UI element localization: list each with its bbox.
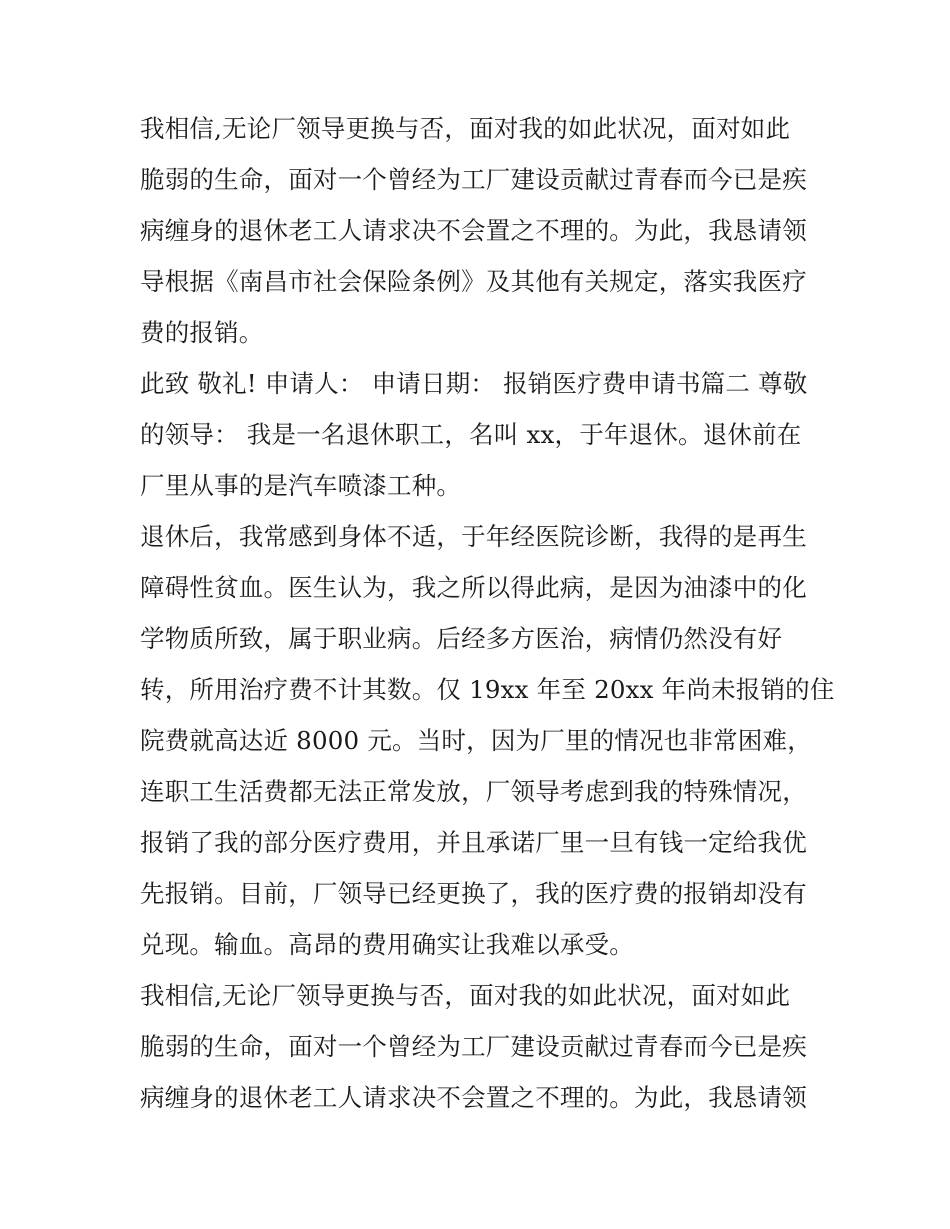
text-line: 病缠身的退休老工人请求决不会置之不理的。为此，我恳请领 (140, 216, 807, 245)
text-line: 学物质所致，属于职业病。后经多方医治，病情仍然没有好 (140, 624, 783, 653)
text-line: 院费就高达近 8000 元。当时，因为厂里的情况也非常困难， (140, 726, 812, 755)
text-line: 脆弱的生命，面对一个曾经为工厂建设贡献过青春而今已是疾 (140, 165, 807, 194)
text-line: 我相信,无论厂领导更换与否，面对我的如此状况，面对如此 (140, 981, 791, 1010)
text-line: 报销了我的部分医疗费用，并且承诺厂里一旦有钱一定给我优 (140, 828, 807, 857)
text-line: 厂里从事的是汽车喷漆工种。 (140, 471, 462, 500)
text-line: 的领导： 我是一名退休职工，名叫 xx，于年退休。退休前在 (140, 420, 802, 449)
text-line: 连职工生活费都无法正常发放，厂领导考虑到我的特殊情况， (140, 777, 807, 806)
text-line: 兑现。输血。高昂的费用确实让我难以承受。 (140, 930, 634, 959)
text-line: 病缠身的退休老工人请求决不会置之不理的。为此，我恳请领 (140, 1083, 807, 1112)
text-line: 导根据《南昌市社会保险条例》及其他有关规定，落实我医疗 (140, 267, 807, 296)
text-line: 我相信,无论厂领导更换与否，面对我的如此状况，面对如此 (140, 114, 791, 143)
text-line: 退休后，我常感到身体不适，于年经医院诊断，我得的是再生 (140, 522, 807, 551)
document-body (140, 108, 835, 1128)
text-line: 转，所用治疗费不计其数。仅 19xx 年至 20xx 年尚未报销的住 (140, 675, 835, 704)
text-line: 费的报销。 (140, 318, 264, 347)
text-line: 脆弱的生命，面对一个曾经为工厂建设贡献过青春而今已是疾 (140, 1032, 807, 1061)
text-line: 先报销。目前，厂领导已经更换了，我的医疗费的报销却没有 (140, 879, 807, 908)
text-line: 障碍性贫血。医生认为，我之所以得此病，是因为油漆中的化 (140, 573, 807, 602)
text-line: 此致 敬礼! 申请人： 申请日期： 报销医疗费申请书篇二 尊敬 (140, 369, 808, 398)
